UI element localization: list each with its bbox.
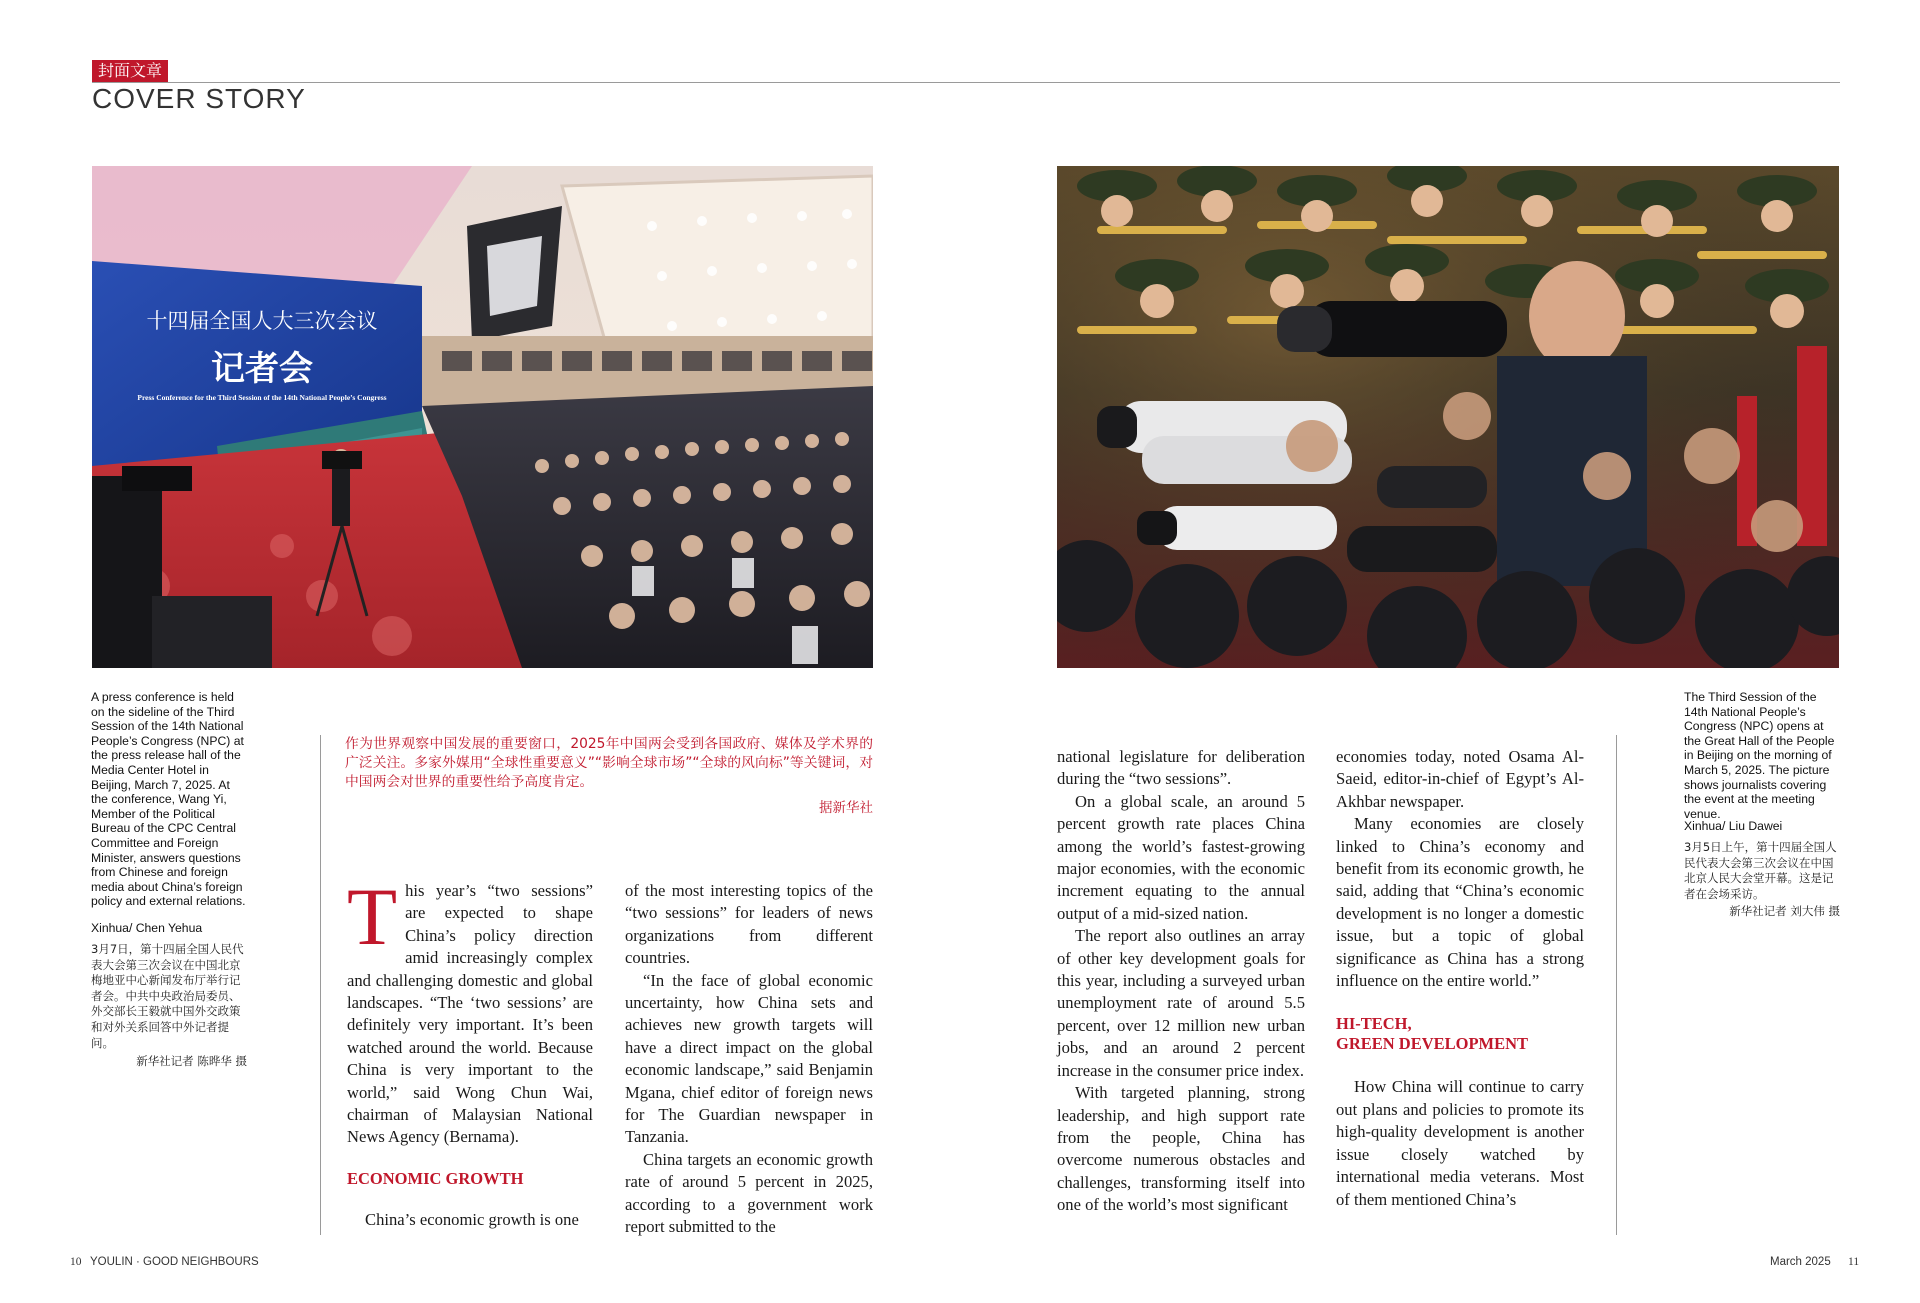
paragraph: China targets an economic growth rate of around 5 percent in 2025, according to a government work report submitted to the (625, 1149, 873, 1237)
paragraph: of the most interesting topics of the “two sessions” for leaders of news organizations from different countries. (625, 881, 873, 968)
right-caption-cn: 3月5日上午，第十四届全国人民代表大会第三次会议在中国北京人民大会堂开幕。这是记者在会场采访。 (1684, 840, 1837, 901)
left-column-rule (320, 735, 321, 1235)
section-heading-economic-growth: ECONOMIC GROWTH (347, 1168, 524, 1188)
backdrop-main: 记者会 (211, 349, 313, 389)
folio-right-date: March 2025 (1770, 1256, 1831, 1268)
left-caption-credit-cn: 新华社记者 陈晔华 摄 (136, 1054, 247, 1068)
right-caption-en: The Third Session of the 14th National People’s Congress (NPC) opens at the Great Hall of the People in Beijing on the morning of March 5, 2025. The picture shows journalists covering the event at the meeting venue. (1684, 690, 1835, 821)
right-caption-credit: Xinhua/ Liu Dawei (1684, 819, 1783, 833)
article-column-1 (347, 871, 593, 1231)
left-caption-credit: Xinhua/ Chen Yehua (91, 921, 203, 935)
article-column-3 (1057, 746, 1305, 1217)
lead-paragraph: 作为世界观察中国发展的重要窗口，2025年中国两会受到各国政府、媒体及学术界的广泛关注。多家外媒用“全球性重要意义”“影响全球市场”“全球的风向标”等关键词，对中国两会对世界的重要性给予高度肯定。 (345, 736, 873, 790)
paragraph: On a global scale, an around 5 percent growth rate places China among the world’s fastest-growing major economies, with the economic increment equating to the annual output of a mid-sized nation. (1057, 791, 1305, 923)
section-heading-hitech-line2: GREEN DEVELOPMENT (1336, 1034, 1529, 1054)
backdrop-title: 十四届全国人大三次会议 (146, 309, 378, 333)
left-caption-cn: 3月7日，第十四届全国人民代表大会第三次会议在中国北京梅地亚中心新闻发布厅举行记者会。中共中央政治局委员、外交部长王毅就中国外交政策和对外关系回答中外记者提问。 (91, 942, 244, 1050)
paragraph: How China will continue to carry out plans and policies to promote its high-quality development is another issue closely watched by international media veterans. Most of them mentioned China’s (1336, 1077, 1584, 1209)
paragraph: his year’s “two sessions” are expected to shape China’s policy direction amid increasingly complex and challenging domestic and global landscapes. “The ‘two sessions’ are definitely very important. It’s been watched around the world. Because China is very important to the world,” said Wong Chun Wai, chairman of Malaysian National News Agency (Bernama). (347, 881, 593, 1147)
paragraph: China’s economic growth is one (365, 1209, 579, 1229)
header-rule (92, 82, 1840, 83)
paragraph: economies today, noted Osama Al-Saeid, editor-in-chief of Egypt’s Al-Akhbar newspaper. (1336, 747, 1584, 811)
paragraph: The report also outlines an array of other key development goals for this year, including a surveyed urban unemployment rate of around 5.5 percent, over 12 million new urban jobs, and an around 2 percent increase in the consumer price index. (1057, 926, 1305, 1080)
lead-source: 据新华社 (819, 800, 873, 816)
article-column-4 (1336, 746, 1584, 1211)
section-title: COVER STORY (92, 83, 306, 114)
drop-cap: T (347, 871, 398, 962)
folio-right-page-number: 11 (1848, 1256, 1860, 1268)
journalists-photo (1057, 166, 1839, 668)
section-tag-cn: 封面文章 (92, 60, 168, 82)
paragraph: national legislature for deliberation during the “two sessions”. (1057, 747, 1305, 789)
paragraph: “In the face of global economic uncertainty, how China sets and achieves new growth targets will have a direct impact on the global economic landscape,” said Benjamin Mgana, chief editor of foreign news for The Guardian newspaper in Tanzania. (625, 970, 873, 1147)
right-caption-credit-cn: 新华社记者 刘大伟 摄 (1729, 904, 1840, 918)
press-conference-photo (92, 166, 873, 668)
section-heading-hitech-line1: HI-TECH, (1336, 1014, 1412, 1034)
backdrop-english: Press Conference for the Third Session of the 14th National People’s Congress (137, 393, 387, 402)
folio-left-title: YOULIN · GOOD NEIGHBOURS (90, 1256, 259, 1268)
left-caption-en: A press conference is held on the sideline of the Third Session of the 14th National People’s Congress (NPC) at the press release hall of the Media Center Hotel in Beijing, March 7, 2025. At the conference, Wang Yi, Member of the Political Bureau of the CPC Central Committee and Foreign Minister, answers questions from Chinese and foreign media about China’s foreign policy and external relations. (91, 690, 246, 909)
right-column-rule (1616, 735, 1617, 1235)
article-column-2 (625, 880, 873, 1239)
paragraph: With targeted planning, strong leadership, and high support rate from the people, China has overcome numerous obstacles and challenges, transforming itself into one of the world’s most significant (1057, 1083, 1305, 1215)
paragraph: Many economies are closely linked to China’s economy and benefit from its economic growth, he said, adding that “China’s economic development is no longer a domestic issue, but a topic of global significance as China has a strong influence on the entire world.” (1336, 814, 1584, 991)
folio-left-page-number: 10 (70, 1256, 82, 1268)
